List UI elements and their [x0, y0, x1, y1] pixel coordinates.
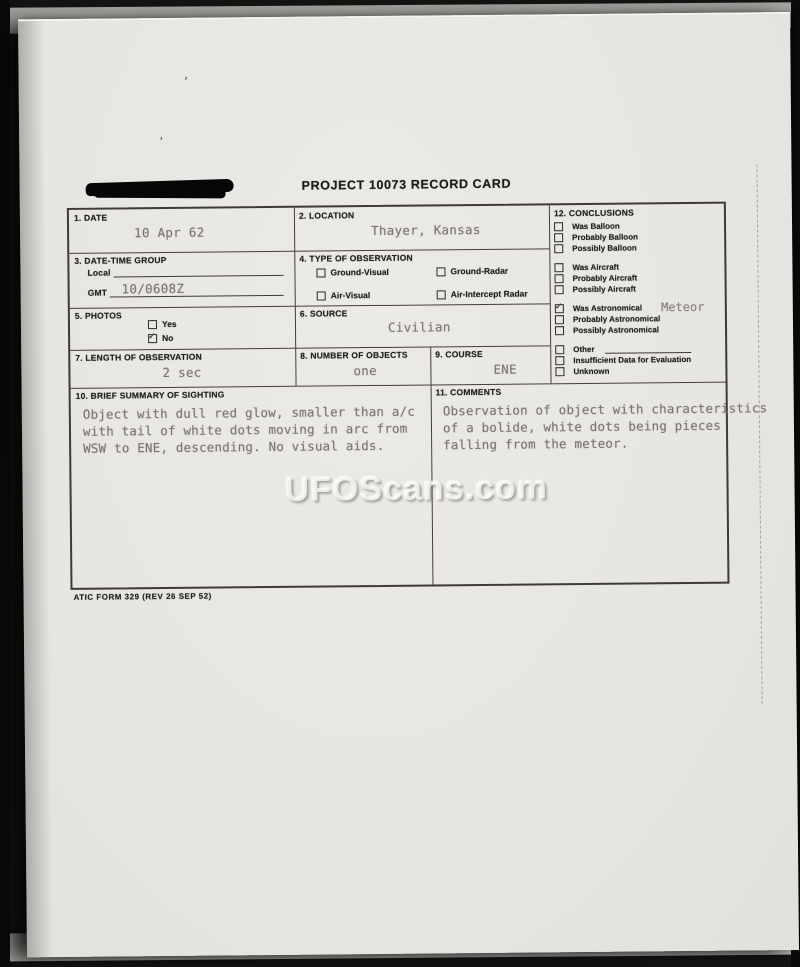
brief-summary-label: 10. BRIEF SUMMARY OF SIGHTING [75, 389, 225, 401]
checkbox [554, 244, 563, 253]
astronomical-annotation: Meteor [660, 299, 705, 315]
gmt-value: 10/0608Z [121, 280, 185, 297]
length-of-observation-value: 2 sec [162, 364, 202, 381]
checkbox [555, 345, 564, 354]
table-line [294, 208, 297, 386]
conclusions-label: 12. CONCLUSIONS [553, 207, 634, 219]
conclusion-item-was-astronomical: ✓ Was Astronomical Meteor [555, 302, 723, 314]
page-title: PROJECT 10073 RECORD CARD [301, 176, 512, 193]
paper-shadow [18, 21, 53, 957]
date-time-group-label: 3. DATE-TIME GROUP [74, 254, 167, 266]
option-ground-radar: Ground-Radar [436, 266, 508, 277]
conclusion-item-possibly-aircraft: Possibly Aircraft [555, 283, 723, 295]
conclusion-item-insufficient-data: Insufficient Data for Evaluation [555, 354, 723, 366]
brief-summary-text: Object with dull red glow, smaller than a/c with tail of white dots moving in arc from WSW to ENE, descending. No visual aids. [82, 403, 416, 456]
conclusion-item-probably-aircraft: Probably Aircraft [554, 272, 722, 284]
photos-label: 5. PHOTOS [74, 310, 122, 321]
checkbox [555, 356, 564, 365]
conclusion-item-other: Other [555, 343, 723, 355]
watermark: UFOScans.com [284, 468, 549, 509]
scan-edge-left [0, 0, 10, 967]
checkbox [554, 263, 563, 272]
source-value: Civilian [387, 319, 451, 335]
air-visual-checkbox [317, 291, 326, 300]
conclusion-item-possibly-astronomical: Possibly Astronomical [555, 324, 723, 336]
checkbox [554, 233, 563, 242]
gmt-label: GMT [87, 287, 108, 298]
local-blank-line [114, 266, 284, 278]
course-label: 9. COURSE [435, 348, 483, 360]
course-value: ENE [493, 361, 517, 377]
scan-speck: ’ [182, 75, 189, 87]
checkbox [555, 315, 564, 324]
option-photos-no: ✓ No [148, 333, 173, 343]
record-card-page [18, 12, 799, 957]
local-label: Local [87, 267, 111, 278]
checkbox [555, 326, 564, 335]
conclusion-item-probably-astronomical: Probably Astronomical [555, 313, 723, 325]
scan-speck: ’ [157, 135, 164, 148]
date-value: 10 Apr 62 [134, 224, 205, 241]
length-of-observation-label: 7. LENGTH OF OBSERVATION [75, 351, 202, 363]
ground-radar-checkbox [436, 267, 445, 276]
table-line [430, 346, 433, 584]
location-label: 2. LOCATION [298, 210, 355, 221]
checkbox [555, 367, 564, 376]
number-of-objects-value: one [353, 362, 377, 379]
number-of-objects-label: 8. NUMBER OF OBJECTS [300, 349, 408, 361]
table-line [549, 205, 552, 383]
conclusion-item-possibly-balloon: Possibly Balloon [554, 242, 722, 254]
source-label: 6. SOURCE [299, 308, 348, 319]
option-air-intercept-radar: Air-Intercept Radar [437, 289, 528, 300]
checkbox [555, 285, 564, 294]
other-blank-line [606, 343, 692, 353]
checkbox [555, 274, 564, 283]
comments-label: 11. COMMENTS [435, 386, 502, 398]
type-of-observation-label: 4. TYPE OF OBSERVATION [299, 252, 413, 264]
table-line [71, 382, 726, 389]
form-number: ATIC FORM 329 (REV 26 SEP 52) [73, 591, 212, 602]
ground-visual-checkbox [316, 268, 325, 277]
checkbox [555, 304, 564, 313]
photos-yes-checkbox [148, 320, 157, 329]
option-ground-visual: Ground-Visual [316, 267, 388, 278]
conclusion-item-unknown: Unknown [555, 365, 723, 377]
gmt-time-row [88, 286, 284, 298]
redaction-mark [86, 176, 236, 201]
option-air-visual: Air-Visual [317, 290, 371, 301]
local-time-row [87, 266, 283, 278]
photos-no-checkbox [148, 334, 157, 343]
conclusion-item-was-aircraft: Was Aircraft [554, 261, 722, 273]
checkbox [554, 222, 563, 231]
air-intercept-radar-checkbox [437, 290, 446, 299]
conclusion-item-probably-balloon: Probably Balloon [554, 231, 722, 243]
option-photos-yes: Yes [148, 319, 177, 329]
date-label: 1. DATE [73, 212, 108, 223]
record-card-table [67, 202, 768, 590]
conclusion-item-was-balloon: Was Balloon [554, 220, 722, 232]
conclusions-list [554, 220, 723, 378]
comments-text: Observation of object with characteristics of a bolide, white dots being pieces falling from the meteor. [442, 400, 768, 453]
location-value: Thayer, Kansas [371, 221, 481, 239]
